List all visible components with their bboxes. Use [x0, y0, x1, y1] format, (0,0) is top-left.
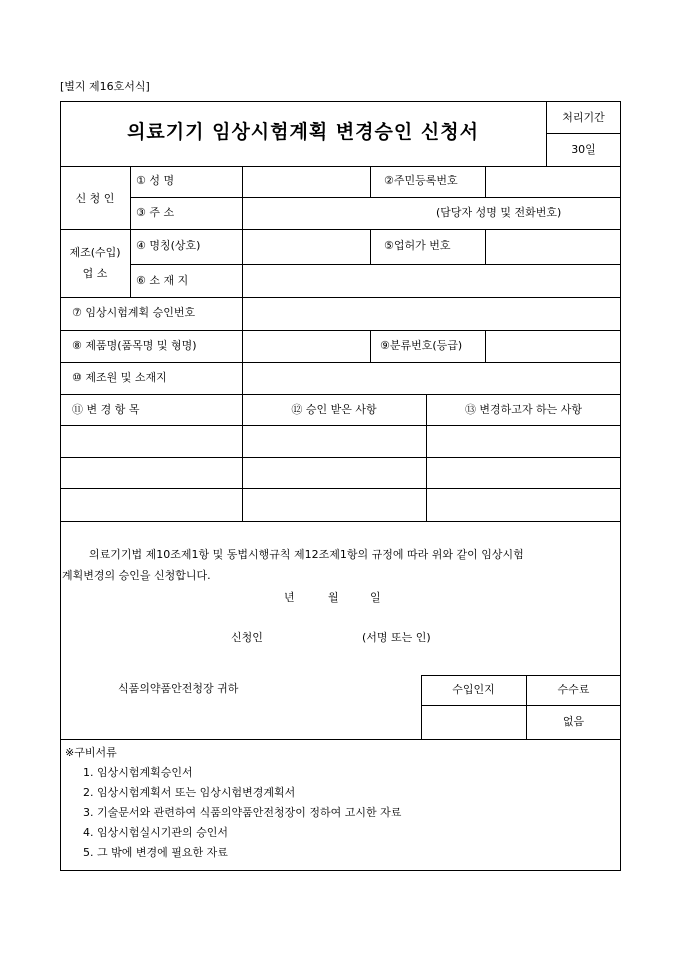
- approved-matter-cell[interactable]: [243, 458, 426, 487]
- declaration-text-line1: 의료기기법 제10조제1항 및 동법시행규칙 제12조제1항의 규정에 따라 위와 같이 임상시험: [89, 548, 524, 561]
- document-item: 3. 기술문서와 관련하여 식품의약품안전청장이 정하여 고시한 자료: [83, 806, 402, 819]
- name-label: ① 성 명: [136, 174, 175, 187]
- rrn-field[interactable]: [486, 167, 620, 196]
- classification-label: ⑨분류번호(등급): [380, 339, 463, 352]
- manufacturer-origin-label: ⑩ 제조원 및 소재지: [72, 371, 167, 384]
- form-number-label: [별지 제16호서식]: [60, 80, 150, 93]
- product-name-label: ⑧ 제품명(품목명 및 형명): [72, 339, 197, 352]
- license-number-label: ⑤업허가 번호: [384, 239, 451, 252]
- change-item-header: ⑪ 변 경 항 목: [72, 403, 140, 416]
- signature-note: (서명 또는 인): [362, 631, 431, 644]
- document-item: 1. 임상시험계획승인서: [83, 766, 193, 779]
- fee-value: 없음: [562, 715, 585, 728]
- manufacturer-label-line1: 제조(수입): [69, 246, 121, 259]
- document-item: 2. 임상시험계획서 또는 임상시험변경계획서: [83, 786, 296, 799]
- requested-change-cell[interactable]: [427, 489, 620, 520]
- fee-label: 수수료: [557, 683, 590, 696]
- addressee: 식품의약품안전청장 귀하: [118, 682, 239, 695]
- processing-period-value: 30일: [571, 143, 596, 156]
- rrn-label: ②주민등록번호: [384, 174, 458, 187]
- location-field[interactable]: [243, 265, 620, 296]
- classification-field[interactable]: [486, 331, 620, 361]
- location-label: ⑥ 소 재 지: [136, 274, 189, 287]
- change-item-cell[interactable]: [61, 426, 242, 456]
- required-documents-heading: ※구비서류: [65, 746, 117, 759]
- approved-matter-header: ⑫ 승인 받은 사항: [291, 403, 377, 416]
- product-name-field[interactable]: [243, 331, 369, 361]
- document-item: 4. 임상시험실시기관의 승인서: [83, 826, 228, 839]
- revenue-stamp-field[interactable]: [422, 706, 526, 738]
- trial-approval-number-label: ⑦ 임상시험계획 승인번호: [72, 306, 196, 319]
- manufacturer-origin-field[interactable]: [243, 363, 620, 393]
- requested-change-cell[interactable]: [427, 426, 620, 456]
- manufacturer-label-line2: 업 소: [82, 267, 108, 280]
- document-item: 5. 그 밖에 변경에 필요한 자료: [83, 846, 228, 859]
- approved-matter-cell[interactable]: [243, 426, 426, 456]
- signer-label: 신청인: [231, 631, 263, 644]
- trial-approval-number-field[interactable]: [243, 298, 620, 329]
- applicant-label: 신 청 인: [75, 192, 115, 205]
- requested-change-header: ⑬ 변경하고자 하는 사항: [464, 403, 583, 416]
- address-label: ③ 주 소: [136, 206, 175, 219]
- license-number-field[interactable]: [486, 230, 620, 263]
- page-title: 의료기기 임상시험계획 변경승인 신청서: [127, 121, 479, 143]
- change-item-cell[interactable]: [61, 458, 242, 487]
- date-day-label: 일: [370, 591, 381, 604]
- processing-period-label: 처리기간: [562, 111, 605, 124]
- requested-change-cell[interactable]: [427, 458, 620, 487]
- contact-note: (담당자 성명 및 전화번호): [436, 206, 562, 219]
- date-year-label: 년: [284, 591, 295, 604]
- date-month-label: 월: [328, 591, 339, 604]
- revenue-stamp-label: 수입인지: [452, 683, 495, 696]
- company-name-field[interactable]: [243, 230, 369, 263]
- company-name-label: ④ 명칭(상호): [136, 239, 201, 252]
- approved-matter-cell[interactable]: [243, 489, 426, 520]
- name-field[interactable]: [243, 167, 369, 196]
- change-item-cell[interactable]: [61, 489, 242, 520]
- declaration-text-line2: 계획변경의 승인을 신청합니다.: [62, 569, 211, 582]
- address-field[interactable]: [243, 198, 433, 228]
